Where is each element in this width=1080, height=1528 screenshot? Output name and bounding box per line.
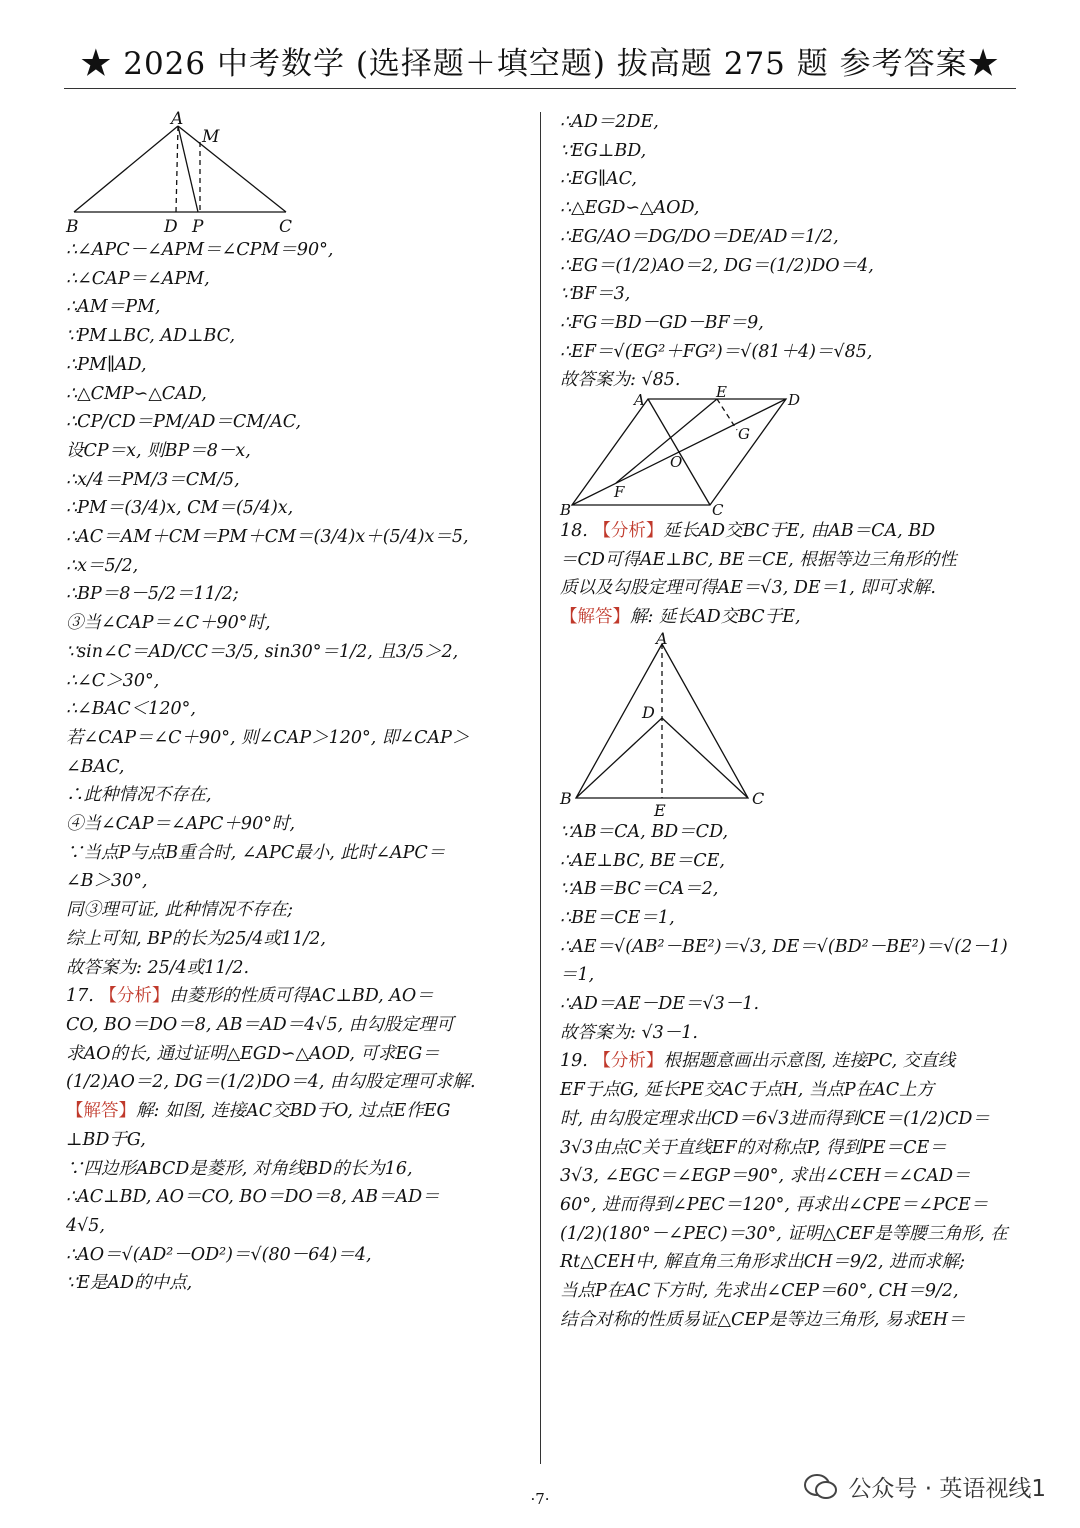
text-line: 同③理可证, 此种情况不存在;	[66, 900, 294, 921]
wechat-icon	[804, 1473, 838, 1501]
q19-analysis-tag: 【分析】	[593, 1051, 664, 1072]
text-line: ∴AE＝√(AB²－BE²)＝√3, DE＝√(BD²－BE²)＝√(2－1)	[560, 936, 1008, 957]
text-line: ⊥BD于G,	[66, 1129, 146, 1150]
text-line: ∴∠APC－∠APM＝∠CPM＝90°,	[66, 240, 334, 260]
text-line: ∵EG⊥BD,	[560, 140, 647, 161]
fig2-label: C	[712, 501, 724, 520]
q18-analysis-line: 延长AD交BC于E, 由AB＝CA, BD	[663, 521, 936, 542]
fig2-label: F	[614, 483, 625, 502]
q17-analysis-line: 由菱形的性质可得AC⊥BD, AO＝	[169, 986, 434, 1007]
text-line: ∵BF＝3,	[560, 284, 631, 305]
figure-triangle-abc-d	[560, 628, 780, 820]
fig2-label: A	[634, 391, 645, 410]
text-line: ∴EF＝√(EG²＋FG²)＝√(81＋4)＝√85,	[560, 341, 873, 362]
text-line: ∵当点P与点B重合时, ∠APC最小, 此时∠APC＝	[66, 842, 446, 863]
text-line: ∠B＞30°,	[66, 871, 148, 892]
text-line: 综上可知, BP的长为25/4或11/2,	[66, 928, 326, 949]
text-line: 故答案为: 25/4或11/2.	[66, 957, 250, 978]
header-rule	[64, 88, 1016, 89]
fig2-label: G	[738, 425, 750, 444]
text-line: ∴x＝5/2,	[66, 555, 139, 576]
q17-solution-line: 解: 如图, 连接AC交BD于O, 过点E作EG	[136, 1101, 451, 1122]
q17-analysis-line: 求AO的长, 通过证明△EGD∽△AOD, 可求EG＝	[66, 1043, 440, 1064]
fig3-label: E	[654, 800, 666, 820]
text-line: 若∠CAP＝∠C＋90°, 则∠CAP＞120°, 即∠CAP＞	[66, 727, 470, 748]
text-line: 结合对称的性质易证△CEP是等边三角形, 易求EH＝	[560, 1309, 966, 1330]
text-line: ∴此种情况不存在,	[66, 785, 212, 806]
fig3-label: B	[560, 788, 572, 808]
fig1-label: D	[164, 217, 178, 237]
fig1-label: C	[279, 217, 293, 237]
text-line: ∴x/4＝PM/3＝CM/5,	[66, 469, 240, 490]
q17-number: 17.	[66, 986, 94, 1007]
q18-analysis-tag: 【分析】	[593, 521, 664, 542]
text-line: ∴BP＝8－5/2＝11/2;	[66, 584, 239, 605]
text-line: ∴EG∥AC,	[560, 169, 637, 190]
text-line: 3√3由点C关于直线EF的对称点P, 得到PE＝CE＝	[560, 1137, 947, 1158]
fig1-label: M	[202, 127, 220, 147]
text-line: 时, 由勾股定理求出CD＝6√3进而得到CE＝(1/2)CD＝	[560, 1108, 990, 1129]
text-line: ∴BE＝CE＝1,	[560, 907, 675, 928]
text-line: ∵PM⊥BC, AD⊥BC,	[66, 326, 236, 347]
text-line: ∴△EGD∽△AOD,	[560, 198, 700, 219]
text-line: ∴△CMP∽△CAD,	[66, 383, 207, 404]
fig2-label: E	[716, 383, 727, 402]
text-line: 3√3, ∠EGC＝∠EGP＝90°, 求出∠CEH＝∠CAD＝	[560, 1166, 971, 1187]
text-line: ∴AC＝AM＋CM＝PM＋CM＝(3/4)x＋(5/4)x＝5,	[66, 527, 469, 548]
text-line: 故答案为: √85.	[560, 370, 681, 391]
text-line: ∴AD＝AE－DE＝√3－1.	[560, 994, 760, 1015]
fig3-label: A	[656, 628, 668, 648]
q18-analysis-line: 质以及勾股定理可得AE＝√3, DE＝1, 即可求解.	[560, 578, 936, 599]
text-line: ∴AC⊥BD, AO＝CO, BO＝DO＝8, AB＝AD＝	[66, 1187, 440, 1208]
watermark-text: 公众号 · 英语视线1	[848, 1476, 1046, 1502]
q19-number: 19.	[560, 1051, 588, 1072]
text-line: ∴CP/CD＝PM/AD＝CM/AC,	[66, 412, 302, 433]
text-line: ∴PM∥AD,	[66, 354, 147, 375]
fig2-label: D	[788, 391, 801, 410]
fig1-label: A	[171, 109, 184, 129]
q19-analysis-line: 根据题意画出示意图, 连接PC, 交直线	[663, 1051, 956, 1072]
text-line: ∴∠C＞30°,	[66, 670, 160, 691]
text-line: ∴FG＝BD－GD－BF＝9,	[560, 312, 764, 333]
watermark	[804, 1470, 1046, 1503]
text-line: ③当∠CAP＝∠C＋90°时,	[66, 613, 271, 634]
text-line: ∴EG/AO＝DG/DO＝DE/AD＝1/2,	[560, 226, 839, 247]
fig1-label: P	[192, 217, 204, 237]
text-line: ＝1,	[560, 965, 595, 986]
left-column	[66, 108, 528, 1298]
text-line: ∠BAC,	[66, 756, 125, 777]
text-line: ∴EG＝(1/2)AO＝2, DG＝(1/2)DO＝4,	[560, 255, 874, 276]
text-line: ∴AE⊥BC, BE＝CE,	[560, 850, 725, 871]
right-column	[560, 108, 1020, 1335]
q17-analysis-tag: 【分析】	[99, 986, 170, 1007]
text-line: Rt△CEH中, 解直角三角形求出CH＝9/2, 进而求解;	[560, 1252, 966, 1273]
text-line: ∴AO＝√(AD²－OD²)＝√(80－64)＝4,	[66, 1244, 372, 1265]
text-line: ∵sin∠C＝AD/CC＝3/5, sin30°＝1/2, 且3/5＞2,	[66, 641, 459, 662]
fig2-label: B	[560, 501, 572, 520]
text-line: 设CP＝x, 则BP＝8－x,	[66, 440, 251, 461]
text-line: EF于点G, 延长PE交AC于点H, 当点P在AC上方	[560, 1080, 935, 1101]
page-number: ·7·	[530, 1490, 550, 1508]
text-line: ∴AD＝2DE,	[560, 112, 659, 132]
fig3-label: C	[752, 788, 765, 808]
figure-triangle-abc	[66, 108, 296, 236]
fig1-label: B	[66, 217, 79, 237]
q18-analysis-line: ＝CD可得AE⊥BC, BE＝CE, 根据等边三角形的性	[560, 549, 957, 570]
text-line: ④当∠CAP＝∠APC＋90°时,	[66, 814, 296, 835]
q18-number: 18.	[560, 521, 588, 542]
column-divider	[540, 112, 541, 1464]
fig2-label: O	[670, 453, 683, 472]
text-line: 4√5,	[66, 1215, 105, 1236]
text-line: 当点P在AC下方时, 先求出∠CEP＝60°, CH＝9/2,	[560, 1281, 959, 1302]
fig3-label: D	[642, 702, 655, 722]
q17-solution-tag: 【解答】	[66, 1101, 136, 1122]
q18-solution-tag: 【解答】	[560, 607, 630, 628]
text-line: ∴PM＝(3/4)x, CM＝(5/4)x,	[66, 498, 294, 519]
text-line: ∵AB＝BC＝CA＝2,	[560, 879, 719, 900]
text-line: ∵E是AD的中点,	[66, 1273, 193, 1294]
figure-rhombus-abcd	[560, 383, 810, 520]
text-line: ∴AM＝PM,	[66, 297, 161, 318]
text-line: 故答案为: √3－1.	[560, 1022, 698, 1043]
page-title: ★ 2026 中考数学 (选择题＋填空题) 拔高题 275 题 参考答案★	[80, 46, 1000, 82]
text-line: ∴∠CAP＝∠APM,	[66, 268, 210, 289]
text-line: ∵AB＝CA, BD＝CD,	[560, 821, 729, 842]
text-line: 60°, 进而得到∠PEC＝120°, 再求出∠CPE＝∠PCE＝	[560, 1194, 989, 1215]
text-line: ∴∠BAC＜120°,	[66, 699, 196, 720]
q18-solution-head: 解: 延长AD交BC于E,	[630, 607, 801, 628]
text-line: ∵四边形ABCD是菱形, 对角线BD的长为16,	[66, 1158, 413, 1179]
q17-analysis-line: (1/2)AO＝2, DG＝(1/2)DO＝4, 由勾股定理可求解.	[66, 1072, 476, 1093]
text-line: (1/2)(180°－∠PEC)＝30°, 证明△CEF是等腰三角形, 在	[560, 1223, 1008, 1244]
q17-analysis-line: CO, BO＝DO＝8, AB＝AD＝4√5, 由勾股定理可	[66, 1014, 454, 1035]
